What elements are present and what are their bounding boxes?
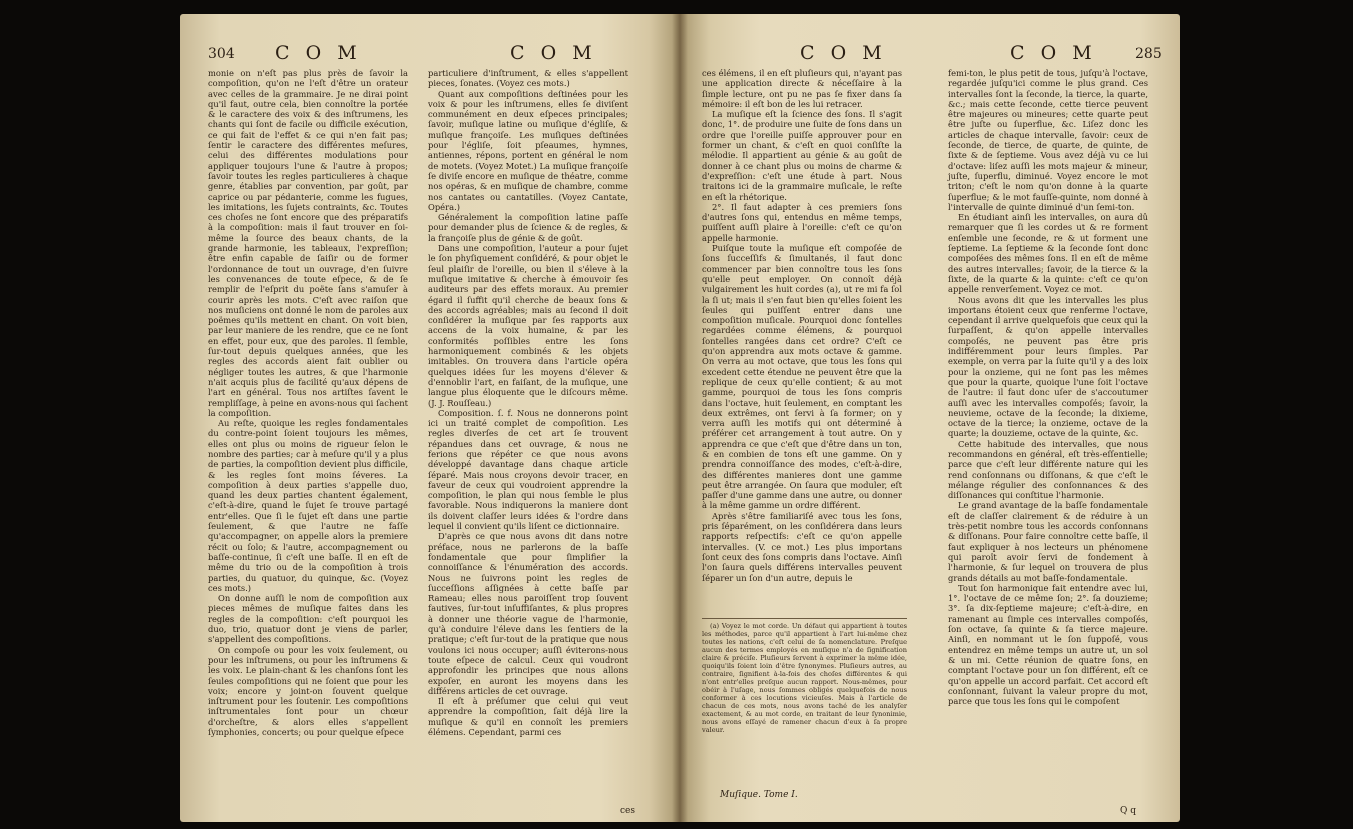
- right-page: [680, 14, 1180, 822]
- signature-mark: Muſique. Tome I.: [720, 790, 798, 800]
- open-book: [180, 14, 1180, 826]
- paragraph: Au reſte, quoique les regles fondamentales du contre-point ſoient toujours les mêmes, elles ont plus ou moins de rigueur ſelon le nombre des parties; car à meſure qu'il y a plus de parties, la compoſition devient plus difficile, & les regles ſont moins ſéveres. La compoſition à deux parties s'appelle duo, quand les deux parties chantent également, c'eſt-à-dire, quand le ſujet ſe trouve partagé entr'elles. Que ſi le ſujet eſt dans une partie ſeulement, & que l'autre ne faſſe qu'accompagner, on appelle alors la premiere récit ou ſolo; & l'autre, accompagnement ou baſſe-continue, ſi c'eſt une baſſe. Il en eſt de même du trio ou de la compoſition à trois parties, du quatuor, du quinque, &c. (Voyez ces mots.): [208, 418, 408, 593]
- footnote-text: (a) Voyez le mot corde. Un défaut qui appartient à toutes les méthodes, parce qu'il appartient à l'art lui-même chez toutes les nations, c'eſt celui de ſa nomenclature. Preſque aucun des termes employés en muſique n'a de ſignification claire & préciſe. Pluſieurs ſervent à exprimer la même idée, quoiqu'ils ſoient loin d'être ſynonymes. Pluſieurs autres, au contraire, ſignifient à-la-fois des choſes différentes & qui n'ont entr'elles preſque aucun rapport. Nous-mêmes, pour obéir à l'uſage, nous ſommes obligés quelquefois de nous conformer à ces locutions vicieuſes. Mais à l'article de chacun de ces mots, nous avons taché de les analyſer exactement, & au mot corde, en traitant de leur ſynonimie, nous avons eſſayé de ramener chacun d'eux à ſa propre valeur.: [702, 622, 907, 734]
- left-page: [180, 14, 680, 822]
- paragraph: Puiſque toute la muſique eſt compoſée de ſons ſucceſſifs & ſimultanés, il faut donc commencer par bien connoître tous les ſons qu'elle peut employer. On connoît déjà vulgairement les huit cordes (a), ut re mi fa ſol la ſi ut; mais il s'en faut bien qu'elles ſoient les ſeules qui puiſſent entrer dans une compoſition muſicale. Pourquoi donc ſontelles regardées comme élémens, & pourquoi ſontelles rangées dans cet ordre? C'eſt ce qu'on apprendra aux mots octave & gamme. On verra au mot octave, que tous les ſons qui excedent cette étendue ne peuvent être que la replique de ceux qu'elle contient; & au mot gamme, pourquoi de tous les ſons compris dans l'octave, huit ſeulement, en comptant les deux extrêmes, ont ſervi à ſa former; on y verra auſſi les motifs qui ont déterminé à préférer cet arrangement à tout autre. On y apprendra ce que c'eſt que d'être dans un ton, & en combien de tons eſt une gamme. On y prendra connoiſſance des modes, c'eſt-à-dire, des différentes manieres dont une gamme peut être arrangée. On ſaura que moduler, eſt paſſer d'une gamme dans une autre, ou donner à la même gamme un ordre différent.: [702, 243, 902, 511]
- paragraph: On compoſe ou pour les voix ſeulement, ou pour les inſtrumens, ou pour les inſtrumens & les voix. Le plain-chant & les chanſons ſont les ſeules compoſitions qui ne ſoient que pour les voix; encore y joint-on ſouvent quelque inſtrument pour les ſoutenir. Les compoſitions inſtrumentales ſont pour un chœur d'orcheſtre, & alors elles s'appellent ſymphonies, concerts; ou pour quelque eſpece: [208, 644, 408, 737]
- paragraph: Quant aux compoſitions deſtinées pour les voix & pour les inſtrumens, elles ſe diviſent communément en deux eſpeces principales; ſavoir, muſique latine ou muſique d'égliſe, & muſique françoiſe. Les muſiques deſtinées pour l'égliſe, ſoit pſeaumes, hymnes, antiennes, répons, portent en général le nom de motets. (Voyez Motet.) La muſique françoiſe ſe diviſe encore en muſique de théatre, comme nos opéras, & en muſique de chambre, comme nos cantates ou cantatilles. (Voyez Cantate, Opéra.): [428, 88, 628, 212]
- left-column-1: [208, 68, 408, 737]
- paragraph: monie on n'eſt pas plus près de ſavoir la compoſition, qu'on ne l'eſt d'être un orateur avec celles de la grammaire. Je ne dirai point qu'il faut, outre cela, bien connoître la portée & le caractere des voix & des inſtrumens, les chants qui ſont de facile ou difficile exécution, ce qui fait de l'effet & ce qui n'en fait pas; ſentir le caractere des différentes meſures, celui des différentes modulations pour appliquer toujours l'une & l'autre à propos; ſavoir toutes les regles particulieres à chaque genre, établies par convention, par goût, par caprice ou par pédanterie, comme les fugues, les imitations, les ſujets contraints, &c. Toutes ces choſes ne ſont encore que des préparatifs à la compoſition: mais il faut trouver en ſoi-même la ſource des beaux chants, de la grande harmonie, les tableaux, l'expreſſion; être enfin capable de ſaiſir ou de former l'ordonnance de tout un ouvrage, d'en ſuivre les convenances de toute eſpece, & de ſe remplir de l'eſprit du poëte ſans s'amuſer à courir après les mots. C'eſt avec raiſon que nos muſiciens ont donné le nom de paroles aux poëmes qu'ils mettent en chant. On voit bien, par leur maniere de les rendre, que ce ne ſont en effet, pour eux, que des paroles. Il ſemble, ſur-tout depuis quelques années, que les regles des accords aient fait oublier ou négliger toutes les autres, & que l'harmonie n'ait acquis plus de facilité qu'aux dépens de l'art en général. Tous nos artiſtes ſavent le rempliſſage, à peine en avons-nous qui ſachent la compoſition.: [208, 68, 408, 418]
- running-head-right-col2: C O M: [1010, 42, 1097, 64]
- paragraph: On donne auſſi le nom de compoſition aux pieces mêmes de muſique faites dans les regles de la compoſition: c'eſt pourquoi les duo, trio, quatuor dont je viens de parler, s'appellent des compoſitions.: [208, 593, 408, 645]
- paragraph: Après s'être familiariſé avec tous les ſons, pris ſéparément, on les conſidérera dans leurs rapports reſpectifs: c'eſt ce qu'on appelle intervalles. (V. ce mot.) Les plus importans ſont ceux des ſons compris dans l'octave. Ainſi l'on ſaura quels différens intervalles peuvent ſéparer un ſon d'un autre, depuis le: [702, 510, 902, 583]
- paragraph: Composition. ſ. f. Nous ne donnerons point ici un traité complet de compoſition. Les regles diverſes de cet art ſe trouvent répandues dans cet ouvrage, & nous ne ferions que répéter ce que nous avons développé davantage dans chaque article ſéparé. Mais nous croyons devoir tracer, en faveur de ceux qui voudroient apprendre la compoſition, le plan qui nous ſemble le plus favorable. Nous indiquerons la maniere dont ils doivent claſſer leurs idées & l'ordre dans lequel il convient qu'ils liſent ce dictionnaire.: [428, 407, 628, 532]
- page-number-right: 285: [1135, 46, 1162, 62]
- paragraph: Il eſt à préſumer que celui qui veut apprendre la compoſition, ſait déjà lire la muſique & qu'il en connoît les premiers élémens. Cependant, parmi ces: [428, 696, 628, 737]
- paragraph: Cette habitude des intervalles, que nous recommandons en général, eſt très-eſſentielle; parce que c'eſt leur différente nature qui les rend conſonnans ou diſſonans, & que c'eſt le mélange régulier des conſonnances & des diſſonances qui conſtitue l'harmonie.: [948, 438, 1148, 501]
- right-column-2: [948, 68, 1148, 706]
- paragraph: D'après ce que nous avons dit dans notre préface, nous ne parlerons de la baſſe fondamentale que pour ſimplifier la connoiſſance & l'énumération des accords. Nous ne ſuivrons point les regles de ſucceſſions aſſignées à cette baſſe par Rameau; elles nous paroiſſent trop ſouvent fautives, ſur-tout inſuffiſantes, & plus propres à donner une théorie vague de l'harmonie, qu'à conduire l'éleve dans les ſentiers de la pratique; c'eſt ſur-tout de la pratique que nous voulons ici nous occuper; auſſi éviterons-nous toute eſpece de calcul. Ceux qui voudront approfondir les principes que nous allons expoſer, en auront les moyens dans les différens articles de cet ouvrage.: [428, 531, 628, 696]
- paragraph: Généralement la compoſition latine paſſe pour demander plus de ſcience & de regles, & la françoiſe plus de génie & de goût.: [428, 212, 628, 243]
- paragraph: 2°. Il faut adapter à ces premiers ſons d'autres ſons qui, entendus en même temps, puiſſent auſſi plaire à l'oreille: c'eſt ce qu'on appelle harmonie.: [702, 201, 902, 243]
- paragraph: Dans une compoſition, l'auteur a pour ſujet le ſon phyſiquement conſidéré, & pour objet le ſeul plaiſir de l'oreille, ou bien il s'éleve à la muſique imitative & cherche à émouvoir ſes auditeurs par des effets moraux. Au premier égard il ſuffit qu'il cherche de beaux ſons & des accords agréables; mais au ſecond il doit conſidérer la muſique par ſes rapports aux accens de la voix humaine, & par les conformités poſſibles entre les ſons harmoniquement combinés & les objets imitables. On trouvera dans l'article opéra quelques idées ſur les moyens d'élever & d'ennoblir l'art, en faiſant, de la muſique, une langue plus éloquente que le diſcours même. (J. J. Rouſſeau.): [428, 243, 628, 408]
- catchword-left: ces: [620, 806, 635, 816]
- paragraph: Nous avons dit que les intervalles les plus importans étoient ceux que renferme l'octave, cependant il arrive quelquefois que ceux qui la ſurpaſſent, & qu'on appelle intervalles compoſés, ne peuvent pas être pris indifféremment pour leurs ſimples. Par exemple, on verra par la ſuite qu'il y a des loix pour la onzieme, qui ne ſont pas les mêmes que pour la quarte, quoique l'une ſoit l'octave de l'autre: il faut donc uſer de s'accoutumer auſſi avec les intervalles compoſés; ſavoir, la neuvieme, octave de la ſeconde; la dixieme, octave de la tierce; la onzieme, octave de la quarte; la douzieme, octave de la quinte, &c.: [948, 294, 1148, 439]
- paragraph: particuliere d'inſtrument, & elles s'appellent pieces, ſonates. (Voyez ces mots.): [428, 68, 628, 89]
- paragraph: Tout ſon harmonique fait entendre avec lui, 1°. l'octave de ce même ſon; 2°. ſa douzieme; 3°. ſa dix-ſeptieme majeure; c'eſt-à-dire, en ramenant au ſimple ces intervalles compoſés, ſon octave, ſa quinte & ſa tierce majeure. Ainſi, en nommant ut le ſon ſuppoſé, vous entendrez en même temps un autre ut, un sol & un mi. Cette réunion de quatre ſons, en comptant l'octave pour un ſon différent, eſt ce qu'on appelle un accord parfait. Cet accord eſt conſonnant, ſuivant la valeur propre du mot, parce que tous les ſons qui le compoſent: [948, 582, 1148, 707]
- paragraph: ces élémens, il en eſt pluſieurs qui, n'ayant pas une application directe & néceſſaire à la ſimple lecture, ont pu ne pas ſe fixer dans ſa mémoire: il eſt bon de les lui retracer.: [702, 68, 902, 109]
- running-head-right-col1: C O M: [800, 42, 887, 64]
- page-number-left: 304: [208, 46, 235, 62]
- paragraph: En étudiant ainſi les intervalles, on aura dû remarquer que ſi les cordes ut & re forment enſemble une ſeconde, re & ut forment une ſeptieme. La ſeptieme & la ſeconde ſont donc compoſées des mêmes ſons. Il en eſt de même des autres intervalles; ſavoir, de la tierce & la ſixte, de la quarte & la quinte: c'eſt ce qu'on appelle renverſement. Voyez ce mot.: [948, 212, 1148, 295]
- left-column-2: [428, 68, 628, 737]
- book-gutter: [672, 14, 688, 822]
- running-head-left-col1: C O M: [275, 42, 362, 64]
- right-column-1: [702, 68, 902, 628]
- paragraph: Le grand avantage de la baſſe fondamentale eſt de claſſer clairement & de réduire à un très-petit nombre tous les accords conſonnans & diſſonans. Pour faire connoître cette baſſe, il faut expliquer à nos lecteurs un phénomene qui paroît avoir ſervi de fondement à l'harmonie, & ſur lequel on trouvera de plus grands détails au mot baſſe-fondamentale.: [948, 500, 1148, 583]
- catchword-right: Q q: [1120, 806, 1137, 816]
- paragraph: La muſique eſt la ſcience des ſons. Il s'agit donc, 1°. de produire une ſuite de ſons dans un ordre que l'oreille puiſſe approuver pour en former un chant, & c'eſt en quoi conſiſte la mélodie. Il appartient au génie & au goût de donner à ce chant plus ou moins de charme & d'expreſſion: c'eſt une étude à part. Nous traitons ici de la grammaire muſicale, le reſte en eſt la rhétorique.: [702, 109, 902, 202]
- paragraph: femi-ton, le plus petit de tous, juſqu'à l'octave, regardée juſqu'ici comme le plus grand. Ces intervalles ſont la ſeconde, la tierce, la quarte, &c.; mais cette ſeconde, cette tierce peuvent être majeures ou mineures; cette quarte peut être juſte ou ſuperflue, &c. Liſez donc les articles de chaque intervalle, ſavoir: ceux de ſeconde, de tierce, de quarte, de quinte, de ſixte & de ſeptieme. Vous avez déjà vu ce lui d'octave: liſez auſſi les mots majeur & mineur, juſte, ſuperflu, diminué. Voyez encore le mot triton; c'eſt le nom qu'on donne à la quarte ſuperflue; & le mot fauſſe-quinte, nom donné à l'intervalle de quinte diminué d'un ſemi-ton.: [948, 68, 1148, 212]
- footnote: [702, 618, 907, 734]
- running-head-left-col2: C O M: [510, 42, 597, 64]
